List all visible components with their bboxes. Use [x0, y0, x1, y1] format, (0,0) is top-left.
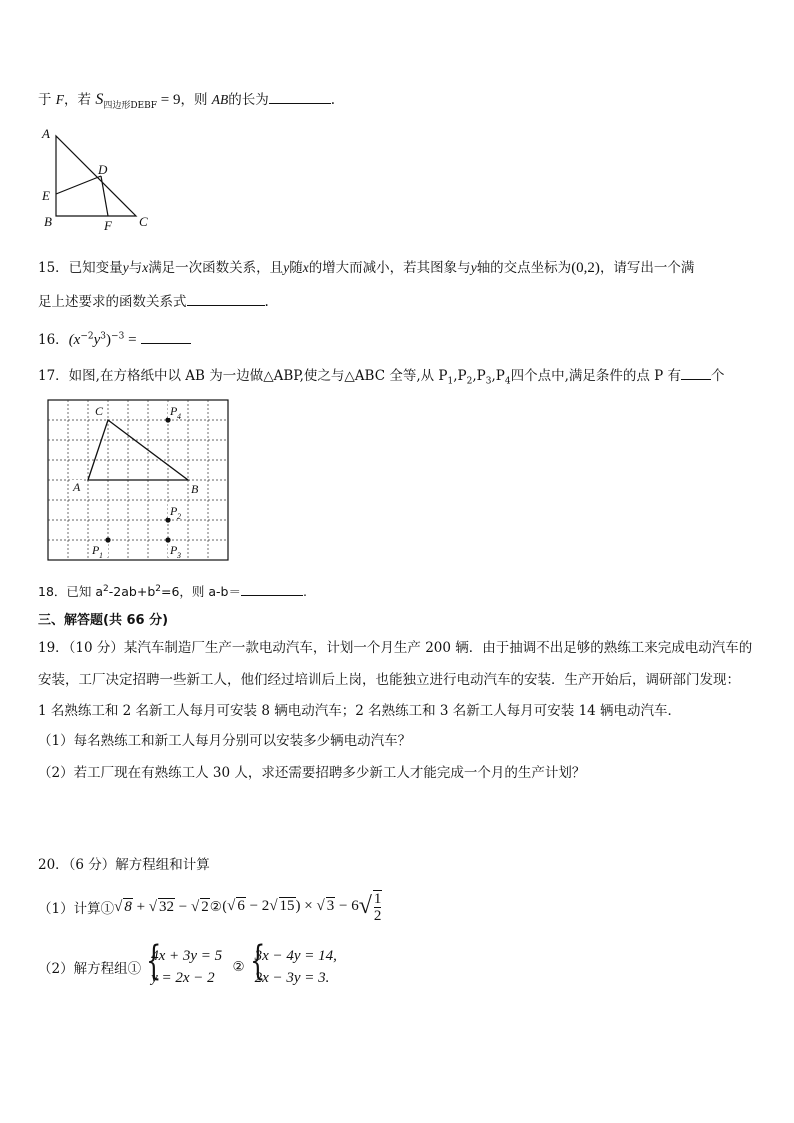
q19-line2: 安装，工厂决定招聘一些新工人，他们经过培训后上岗，也能独立进行电动汽车的安装．生产开始后，调研部门发现： — [38, 672, 740, 688]
q20-part1: （1）计算①√ 8 + √ 32 − √ 2②(√ 6 − 2√ 15) × √ 3 − 6√ $\frac{1}{2}$ — [38, 891, 382, 924]
label-p3-sub: 3 — [177, 551, 181, 560]
label-p2-sub: 2 — [177, 512, 181, 521]
label-a: A — [73, 480, 81, 494]
q16-text: 16．$(x^{-2}y^3)^{-3}$ = — [38, 328, 191, 349]
point-p4 — [165, 417, 170, 422]
q17-grid-figure — [46, 398, 230, 562]
fraction-one-half: $\frac{1}{2}$ — [373, 891, 382, 924]
label-p1-sub: 1 — [99, 551, 103, 560]
label-c: C — [95, 404, 104, 418]
equation-system-1: { 4x + 3y = 5 y = 2x − 2 — [146, 938, 223, 986]
q17-text: 17．如图,在方格纸中以 AB 为一边做△ABP,使之与△ABC 全等,从 $P_1,P_2,P_3,P_4$四个点中,满足条件的点 P 有 个 — [38, 368, 725, 387]
q18-text: 18．已知 $a^2-2ab+b^2=6$，则 a-b＝ . — [38, 583, 307, 599]
q14-text: 于 F，若 $S_{四边形DEBF} = 9$，则 AB的长为 . — [38, 91, 336, 111]
q19-line3: 1 名熟练工和 2 名新工人每月可安装 8 辆电动汽车；2 名熟练工和 3 名新工人每月可安装 14 辆电动汽车． — [38, 703, 682, 719]
q19-sub1: （1）每名熟练工和新工人每月分别可以安装多少辆电动汽车？ — [38, 733, 412, 749]
label-a: A — [42, 126, 50, 141]
label-d: D — [98, 162, 108, 177]
point-p2 — [165, 517, 170, 522]
q14-answer-blank[interactable] — [269, 91, 331, 104]
label-p4-sub: 4 — [177, 412, 181, 421]
point-p3 — [165, 537, 170, 542]
label-b: B — [44, 214, 52, 229]
q15-line2: 足上述要求的函数关系式 . — [38, 294, 269, 310]
equation-system-2: { 3x − 4y = 14, 2x − 3y = 3. — [249, 938, 337, 986]
q18-answer-blank[interactable] — [241, 583, 303, 596]
triangle-abc-grid — [88, 420, 188, 480]
triangle-abc — [56, 136, 136, 216]
q19-line1: 19．（10 分）某汽车制造厂生产一款电动汽车，计划一个月生产 200 辆．由于抽调不出足够的熟练工来完成电动汽车的 — [38, 640, 753, 656]
label-e: E — [42, 188, 50, 203]
section-title: 三、解答题(共 66 分) — [38, 613, 169, 628]
label-p4: P — [170, 404, 178, 418]
q20-part2: （2）解方程组① { 4x + 3y = 5 y = 2x − 2 ② { 3x − 4y = 14, 2x − 3y = 3. — [38, 945, 337, 989]
label-p1: P — [92, 543, 100, 557]
segment-ed — [56, 176, 101, 194]
q15-answer-blank[interactable] — [187, 293, 265, 306]
q19-sub2: （2）若工厂现在有熟练工人 30 人，求还需要招聘多少新工人才能完成一个月的生产计划？ — [38, 765, 586, 781]
point-p1 — [105, 537, 110, 542]
label-c: C — [139, 214, 148, 229]
label-p2: P — [170, 504, 178, 518]
label-f: F — [104, 218, 112, 233]
q14-triangle-figure — [36, 124, 156, 234]
q15-line1: 15．已知变量y与x满足一次函数关系，且y随x的增大而减小，若其图象与y轴的交点坐标为(0,2)，请写出一个满 — [38, 260, 695, 276]
label-b: B — [191, 482, 199, 496]
q16-answer-blank[interactable] — [141, 331, 191, 344]
q17-answer-blank[interactable] — [681, 367, 711, 380]
q20-title: 20．（6 分）解方程组和计算 — [38, 857, 210, 873]
segment-df — [101, 176, 108, 216]
label-p3: P — [170, 543, 178, 557]
